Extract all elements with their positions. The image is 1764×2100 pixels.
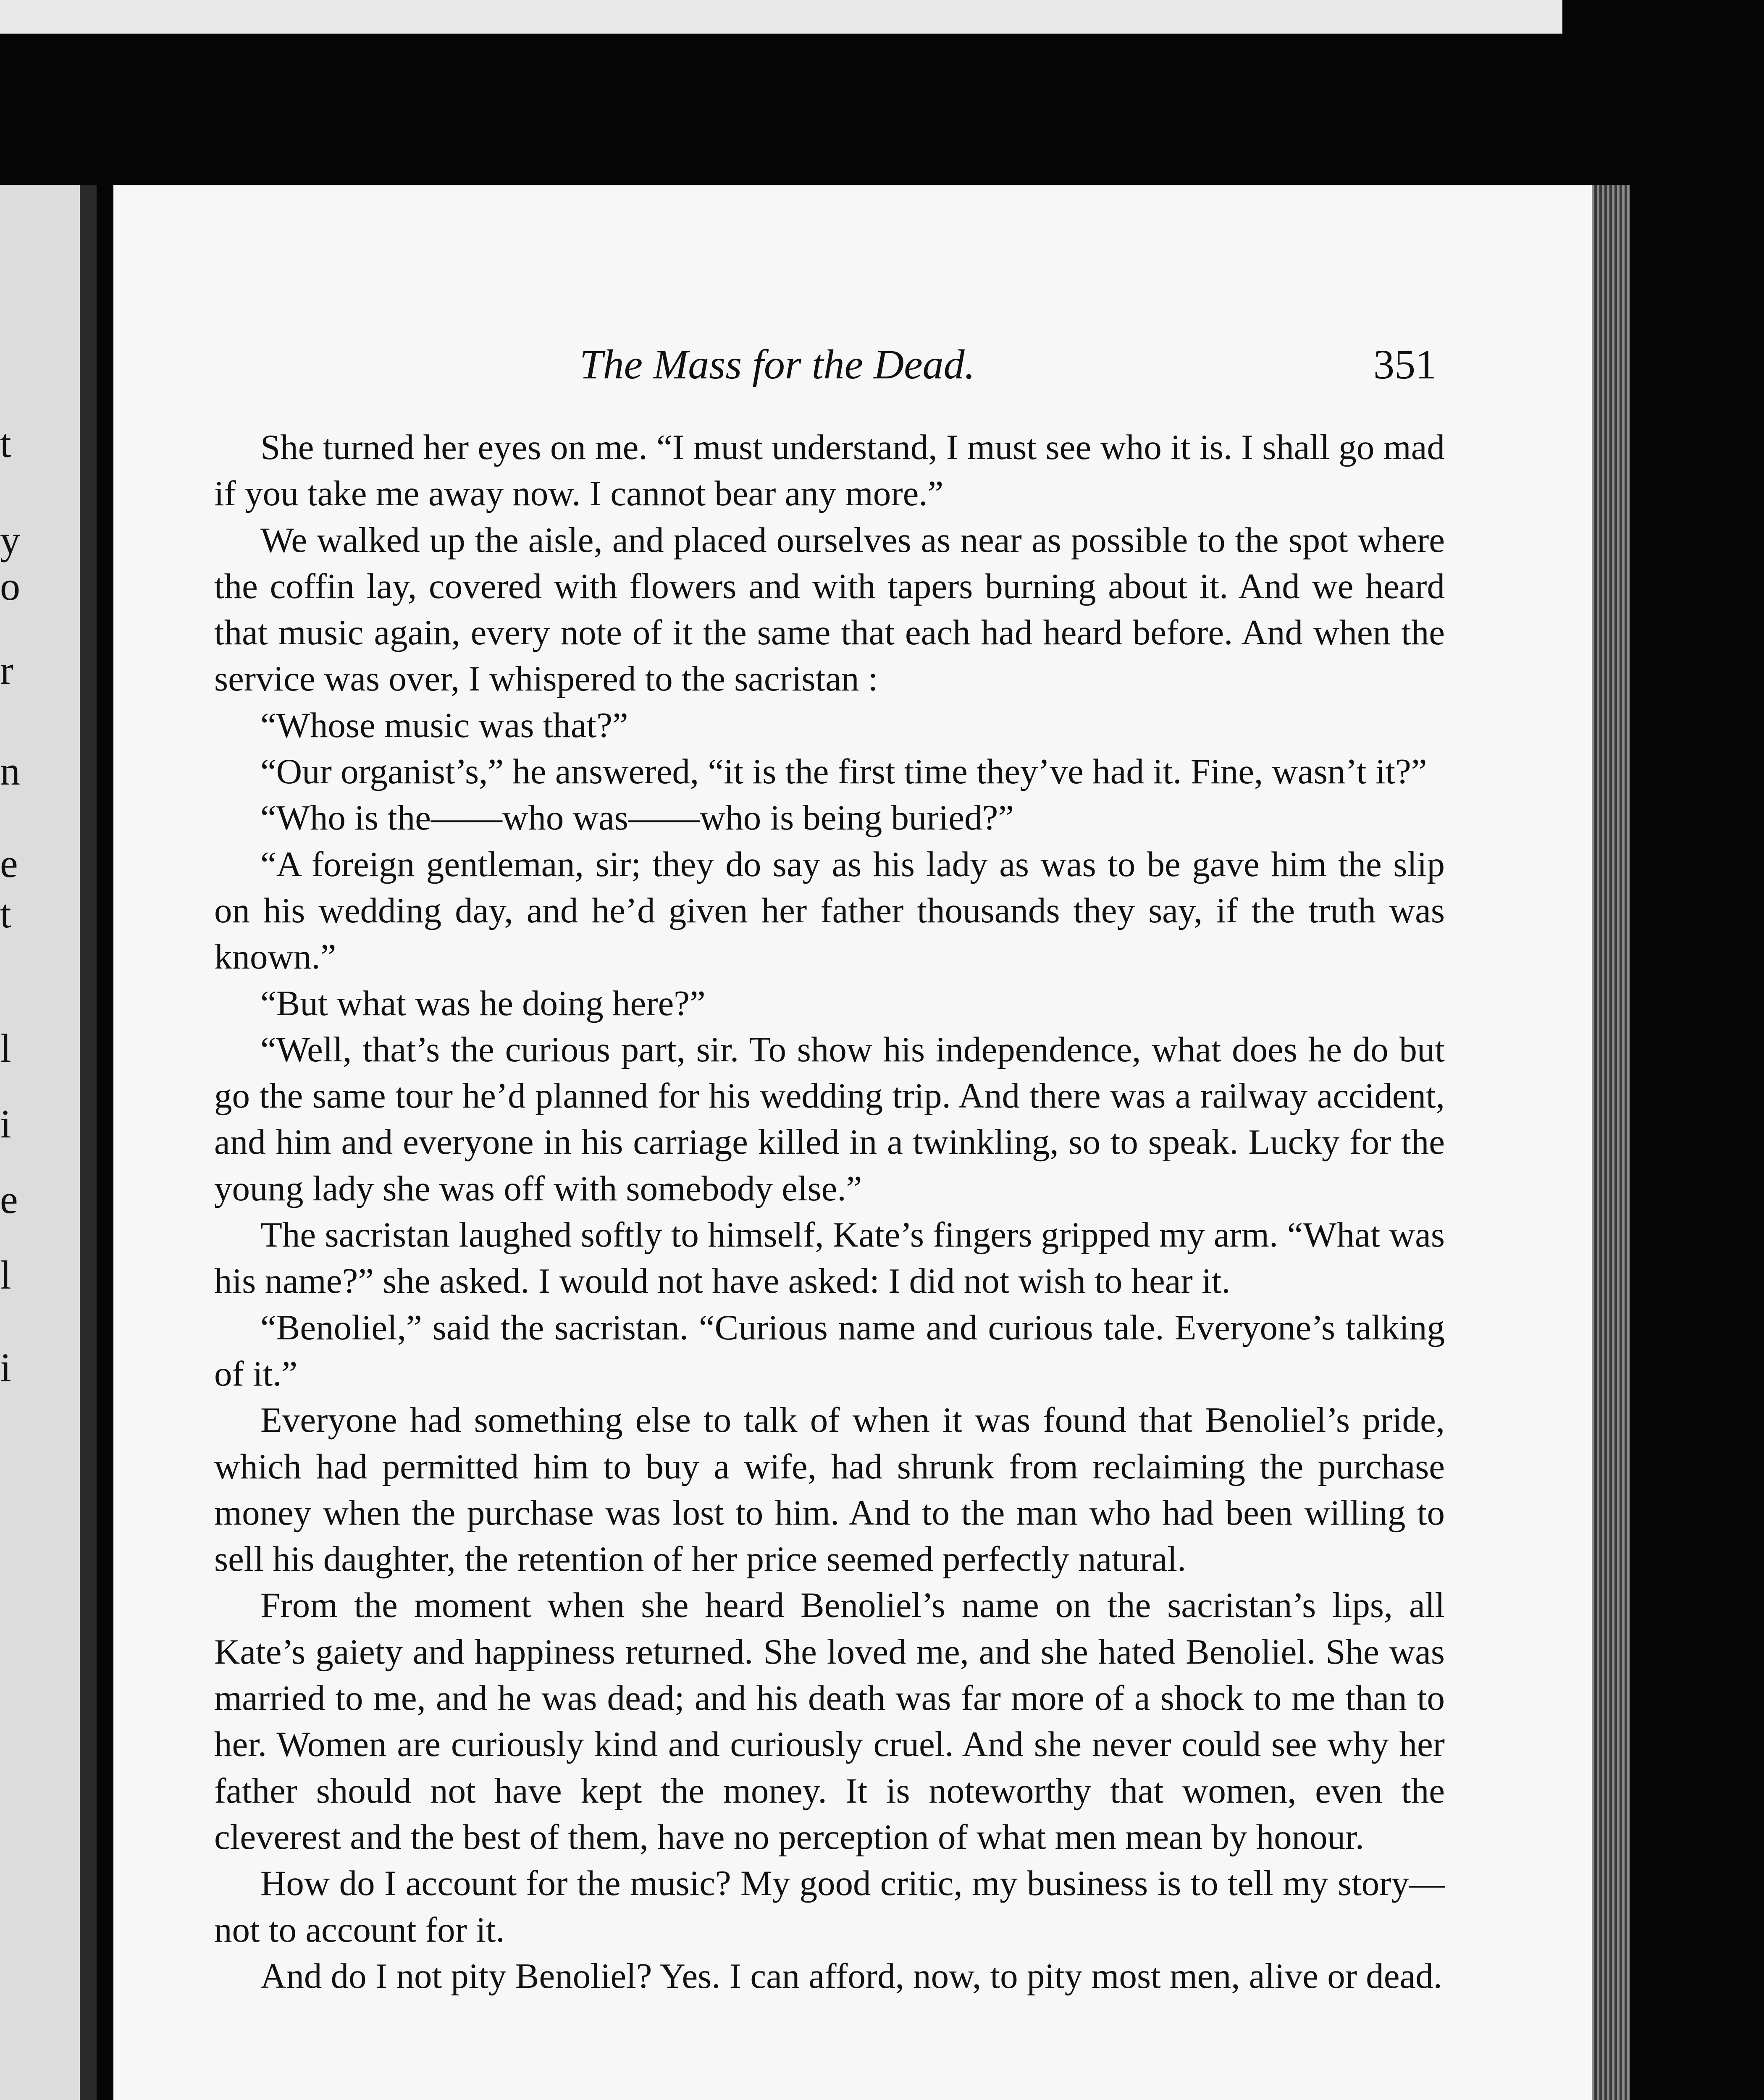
page-header <box>113 340 1592 395</box>
facing-page-fragment: n <box>0 748 20 793</box>
paragraph: “But what was he doing here?” <box>260 983 706 1023</box>
running-title: The Mass for the Dead. <box>580 341 975 388</box>
facing-page-fragment: i <box>0 1345 11 1390</box>
facing-page-fragment: t <box>0 421 11 466</box>
body-text <box>214 424 1445 1999</box>
paragraph: Everyone had something else to talk of when it was found that Benoliel’s pride, which had permitted him to buy a wife, had shrunk from reclaiming the purchase money when the purchase was lost to him. And to the man who had been willing to sell his daughter, the retention of her price seemed perfectly natural. <box>214 1400 1445 1579</box>
top-page-strip <box>0 0 1562 34</box>
book-gutter <box>80 185 97 2100</box>
paragraph: How do I account for the music? My good critic, my business is to tell my story—not to account for it. <box>214 1864 1445 1950</box>
page-number: 351 <box>1373 341 1436 388</box>
facing-page-fragment: e <box>0 1177 18 1222</box>
paragraph: She turned her eyes on me. “I must understand, I must see who it is. I shall go mad if you take me away now. I cannot bear any more.” <box>214 428 1445 514</box>
facing-page-fragment: r <box>0 648 13 693</box>
facing-page-fragment: e <box>0 841 18 886</box>
paragraph: From the moment when she heard Benoliel’s name on the sacristan’s lips, all Kate’s gaiety and happiness returned. She loved me, and she hated Benoliel. She was married to me, and he was dead; and his death was far more of a shock to me than to her. Women are curiously kind and curiously cruel. And she never could see why her father should not have kept the money. It is noteworthy that women, even the cleverest and the best of them, have no perception of what men mean by honour. <box>214 1586 1445 1857</box>
paragraph: “Our organist’s,” he answered, “it is the first time they’ve had it. Fine, wasn’t it?” <box>260 752 1427 792</box>
paragraph: The sacristan laughed softly to himself, Kate’s fingers gripped my arm. “What was his name?” she asked. I would not have asked: I did not wish to hear it. <box>214 1215 1445 1301</box>
paragraph: “Benoliel,” said the sacristan. “Curious name and curious tale. Everyone’s talking of it.” <box>214 1307 1445 1394</box>
page-stack-edge <box>1592 185 1630 2100</box>
facing-page-fragment: l <box>0 1252 11 1297</box>
facing-page-fragment: o <box>0 564 20 609</box>
paragraph: We walked up the aisle, and placed ourselves as near as possible to the spot where the coffin lay, covered with flowers and with tapers burning about it. And we heard that music again, every note of it the same that each had heard before. And when the service was over, I whispered to the sacristan : <box>214 520 1445 699</box>
facing-page-fragment: y <box>0 517 20 562</box>
facing-page-fragment: l <box>0 1026 11 1071</box>
book-page <box>113 185 1592 2100</box>
facing-page-fragment: t <box>0 891 11 936</box>
paragraph: “Who is the——who was——who is being buried?” <box>260 798 1014 838</box>
paragraph: “Whose music was that?” <box>260 705 628 745</box>
paragraph: “A foreign gentleman, sir; they do say as his lady as was to be gave him the slip on his wedding day, and he’d given her father thousands they say, if the truth was known.” <box>214 844 1445 977</box>
facing-page-fragment: i <box>0 1101 11 1146</box>
facing-page-edge <box>0 185 97 2100</box>
paragraph: And do I not pity Benoliel? Yes. I can afford, now, to pity most men, alive or dead. <box>260 1956 1442 1996</box>
paragraph: “Well, that’s the curious part, sir. To show his independence, what does he do but go the same tour he’d planned for his wedding trip. And there was a railway accident, and him and everyone in his carriage killed in a twinkling, so to speak. Lucky for the young lady she was off with somebody else.” <box>214 1029 1445 1208</box>
